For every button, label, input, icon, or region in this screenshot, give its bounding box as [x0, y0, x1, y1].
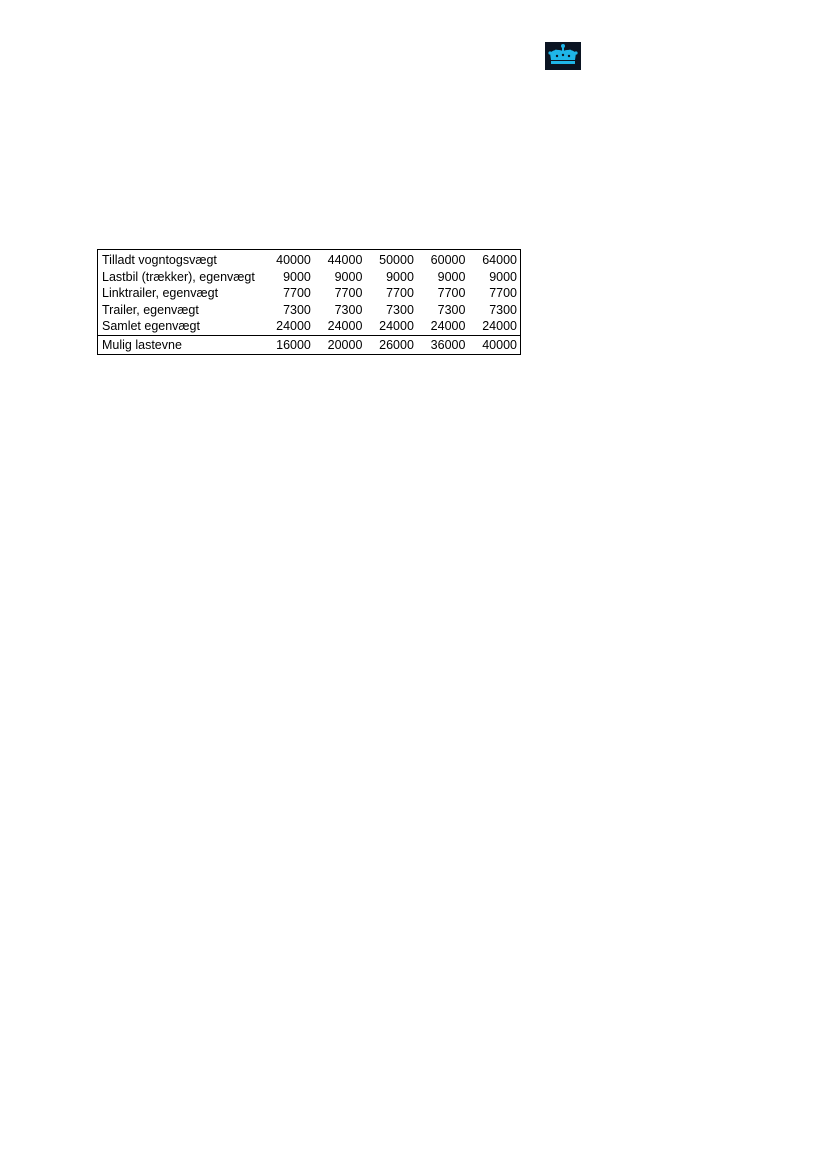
total-value: 26000 [365, 335, 417, 354]
table-total-row [98, 335, 521, 354]
cell-value: 9000 [489, 269, 517, 284]
crown-icon [545, 42, 581, 70]
row-label: Tilladt vogntogsvægt [102, 253, 217, 268]
cell-value: 7700 [437, 286, 466, 301]
cell-value: 7300 [437, 302, 466, 317]
row-label: Lastbil (trækker), egenvægt [102, 269, 255, 284]
cell-value: 9000 [437, 269, 466, 284]
cell-value: 60000 [430, 253, 466, 268]
cell-value: 50000 [379, 253, 414, 268]
total-value: 40000 [468, 335, 520, 354]
cell-value: 7700 [489, 286, 517, 301]
cell-value: 7300 [386, 302, 414, 317]
cell-value: 64000 [482, 253, 517, 268]
row-label: Samlet egenvægt [102, 319, 200, 334]
cell-value: 7700 [334, 286, 363, 301]
cell-value: 7300 [334, 302, 363, 317]
cell-value: 24000 [430, 319, 466, 334]
cell-value: 7700 [386, 286, 414, 301]
row-label: Trailer, egenvægt [102, 302, 199, 317]
crown-logo-icon [545, 42, 581, 70]
table-row [98, 318, 521, 335]
cell-value: 24000 [482, 319, 517, 334]
total-value: 20000 [314, 335, 366, 354]
vehicle-weight-table [97, 249, 521, 355]
cell-value: 24000 [276, 319, 311, 334]
cell-value: 9000 [334, 269, 363, 284]
cell-value: 9000 [386, 269, 414, 284]
cell-value: 9000 [283, 269, 311, 284]
row-label: Linktrailer, egenvægt [102, 286, 219, 301]
total-value: 36000 [417, 335, 469, 354]
cell-value: 44000 [327, 253, 363, 268]
table-row [98, 250, 521, 269]
cell-value: 7700 [283, 286, 311, 301]
table-row [98, 285, 521, 302]
total-label: Mulig lastevne [98, 335, 263, 354]
cell-value: 40000 [276, 253, 311, 268]
table-row [98, 269, 521, 286]
cell-value: 24000 [327, 319, 363, 334]
table-row [98, 302, 521, 319]
cell-value: 24000 [379, 319, 414, 334]
cell-value: 7300 [489, 302, 517, 317]
total-value: 16000 [262, 335, 314, 354]
cell-value: 7300 [283, 302, 311, 317]
